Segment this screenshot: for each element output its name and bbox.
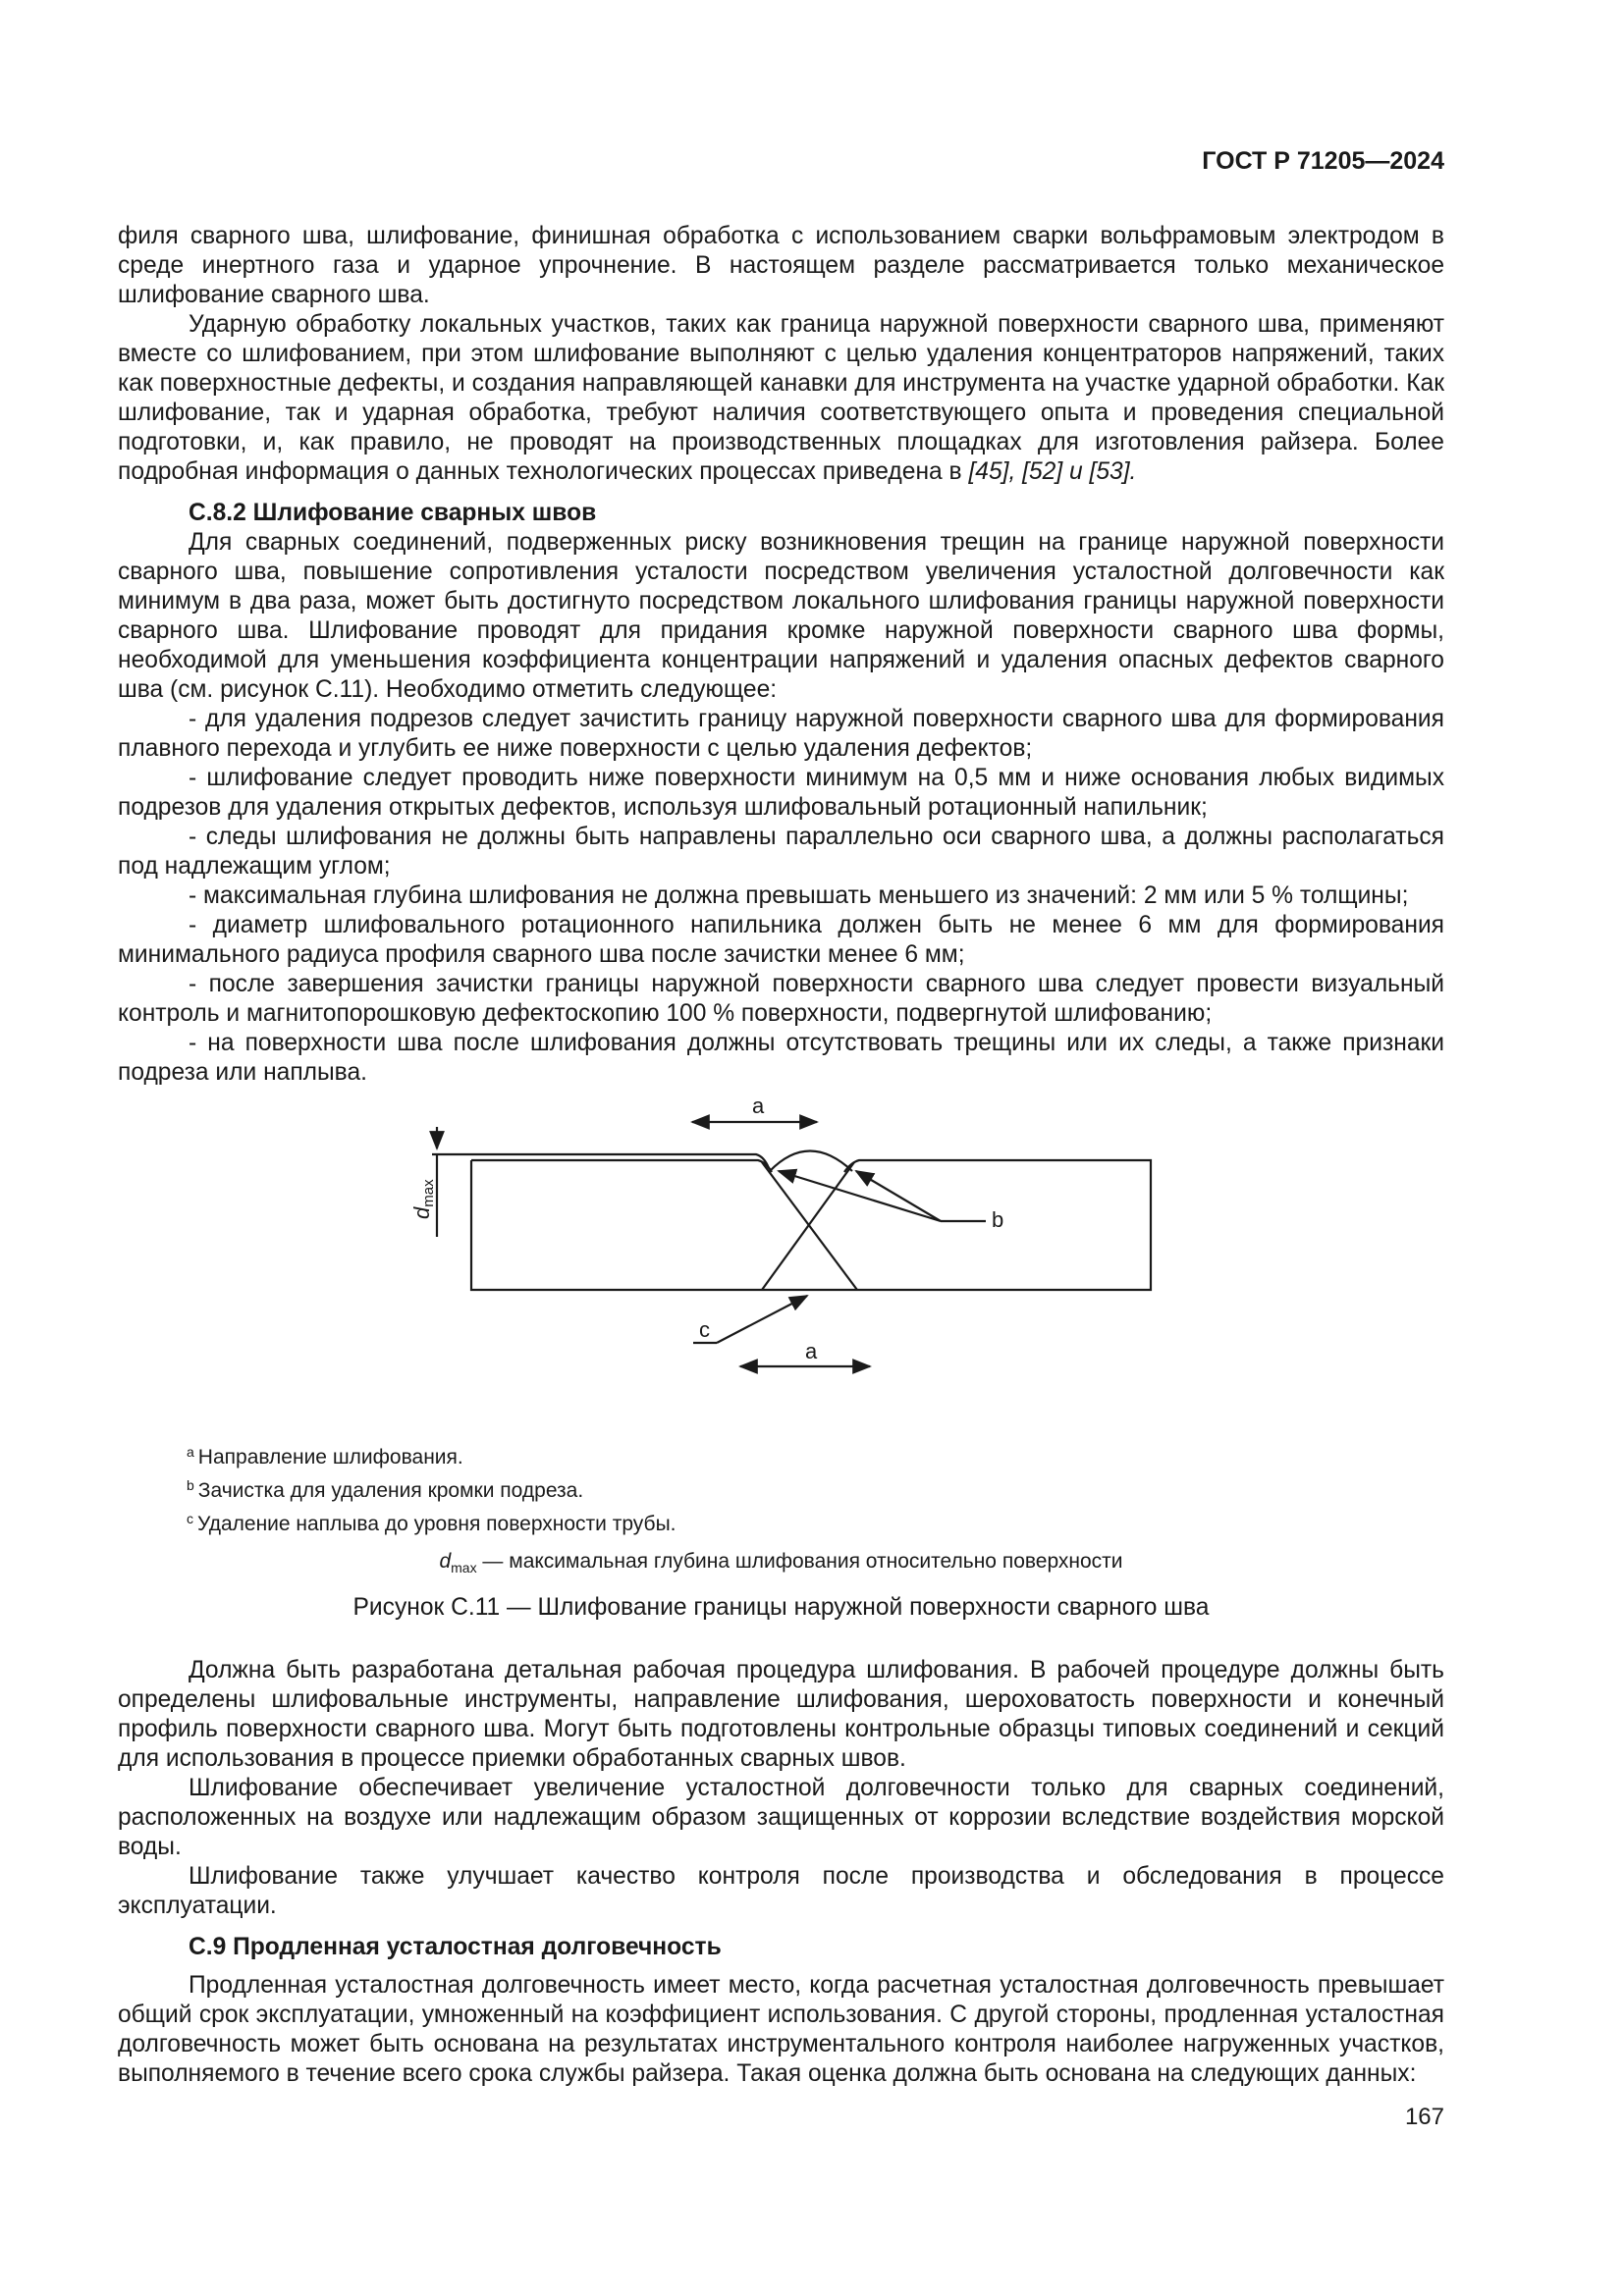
leader-b — [856, 1171, 941, 1221]
label-a-bottom: a — [805, 1339, 818, 1363]
figure-caption: Рисунок С.11 — Шлифование границы наружной поверхности сварного шва — [352, 1594, 1210, 1622]
list-item: - следы шлифования не должны быть направлены параллельно оси сварного шва, а должны располагаться под надлежащим углом; — [118, 824, 1444, 880]
figure-legend — [118, 1548, 1444, 1581]
label-a-top: a — [752, 1099, 765, 1118]
note-text: Зачистка для удаления кромки подреза. — [197, 1479, 584, 1502]
paragraph: Продленная усталостная долговечность имеет место, когда расчетная усталостная долговечность превышает общий срок эксплуатации, умноженный на коэффициент использования. С другой стороны, продленная усталостная долговечность может быть основана на результатах инструментального контроля наиболее нагруженных участков, выполняемого в течение всего срока службы райзера. Такая оценка должна быть основана на следующих данных: — [118, 1972, 1444, 2088]
references: [45], [52] и [53]. — [968, 458, 1137, 485]
paragraph: филя сварного шва, шлифование, финишная обработка с использованием сварки вольфрамовым электродом в среде инертного газа и ударное упрочнение. В настоящем разделе рассматривается только механическое шлифование сварного шва. — [118, 223, 1444, 308]
dmax-sub: max — [420, 1179, 437, 1207]
paragraph: Для сварных соединений, подверженных риску возникновения трещин на границе наружной поверхности сварного шва, повышение сопротивления усталости посредством увеличения усталостной долговечности как минимум в два раза, может быть достигнуто посредством локального шлифования границы наружной поверхности сварного шва. Шлифование проводят для придания кромке наружной поверхности сварного шва формы, необходимой для уменьшения коэффициента концентрации напряжений и удаления опасных дефектов сварного шва (см. рисунок С.11). Необходимо отметить следующее: — [118, 529, 1444, 703]
list-item: - шлифование следует проводить ниже поверхности минимум на 0,5 мм и ниже основания любых видимых подрезов для удаления открытых дефектов, используя шлифовальный ротационный напильник; — [118, 765, 1444, 821]
legend-symbol: d — [439, 1550, 452, 1573]
page-number: 167 — [1404, 2104, 1444, 2130]
leader-b — [779, 1171, 941, 1221]
page-content — [118, 222, 1444, 2089]
list-item: - диаметр шлифовального ротационного напильника должен быть не менее 6 мм для формирования минимального радиуса профиля сварного шва после зачистки менее 6 мм; — [118, 912, 1444, 968]
paragraph-text: Ударную обработку локальных участков, таких как граница наружной поверхности сварного шва, применяют вместе со шлифованием, при этом шлифование выполняют с целью удаления концентраторов напряжений, таких как поверхностные дефекты, и создания направляющей канавки для инструмента на участке ударной обработки. Как шлифование, так и ударная обработка, требуют наличия соответствующего опыта и проведения специальной подготовки, и, как правило, не проводят на производственных площадках для изготовления райзера. Более подробная информация о данных технологических процессах приведена в — [118, 311, 1444, 485]
document-header-id: ГОСТ Р 71205—2024 — [1202, 147, 1444, 175]
label-b: b — [992, 1207, 1004, 1232]
section-heading-c9: С.9 Продленная усталостная долговечность — [189, 1934, 722, 1961]
paragraph: Шлифование также улучшает качество контроля после производства и обследования в процессе эксплуатации. — [118, 1863, 1444, 1920]
figure-note — [187, 1471, 1444, 1505]
paragraph — [118, 310, 1444, 487]
label-dmax — [409, 1179, 437, 1219]
figure-note — [187, 1438, 1444, 1471]
paragraph: Должна быть разработана детальная рабочая процедура шлифования. В рабочей процедуре должны быть определены шлифовальные инструменты, направление шлифования, шероховатость поверхности и конечный профиль поверхности сварного шва. Могут быть подготовлены контрольные образцы типовых соединений и секций для использования в процессе приемки обработанных сварных швов. — [118, 1657, 1444, 1773]
weld-grinding-diagram — [118, 1099, 1444, 1438]
list-item: - на поверхности шва после шлифования должны отсутствовать трещины или их следы, а также признаки подреза или наплыва. — [118, 1030, 1444, 1086]
dmax-d: d — [409, 1206, 434, 1219]
section-heading-c82: С.8.2 Шлифование сварных швов — [189, 500, 597, 526]
list-item: - максимальная глубина шлифования не должна превышать меньшего из значений: 2 мм или 5 % толщины; — [189, 882, 1409, 909]
leader-c — [717, 1296, 807, 1343]
note-mark: b — [187, 1477, 194, 1493]
plate-outline — [471, 1160, 1151, 1290]
list-item: - для удаления подрезов следует зачистить границу наружной поверхности сварного шва для формирования плавного перехода и углубить ее ниже поверхности с целью удаления дефектов; — [118, 706, 1444, 762]
note-text: Направление шлифования. — [197, 1446, 463, 1468]
legend-text: — максимальная глубина шлифования относительно поверхности — [476, 1550, 1123, 1573]
paragraph: Шлифование обеспечивает увеличение усталостной долговечности только для сварных соединений, расположенных на воздухе или надлежащим образом защищенных от коррозии вследствие воздействия морской воды. — [118, 1775, 1444, 1861]
legend-sub: max — [451, 1560, 477, 1576]
list-item: - после завершения зачистки границы наружной поверхности сварного шва следует провести визуальный контроль и магнитопорошковую дефектоскопию 100 % поверхности, подвергнутой шлифованию; — [118, 971, 1444, 1027]
weld-cap — [770, 1151, 852, 1172]
label-c: c — [699, 1317, 710, 1342]
note-mark: c — [187, 1511, 193, 1526]
note-text: Удаление наплыва до уровня поверхности трубы. — [197, 1513, 677, 1535]
note-mark: a — [187, 1444, 194, 1460]
figure-note — [187, 1505, 1444, 1538]
figure-c11 — [118, 1099, 1444, 1438]
figure-notes — [118, 1438, 1444, 1538]
